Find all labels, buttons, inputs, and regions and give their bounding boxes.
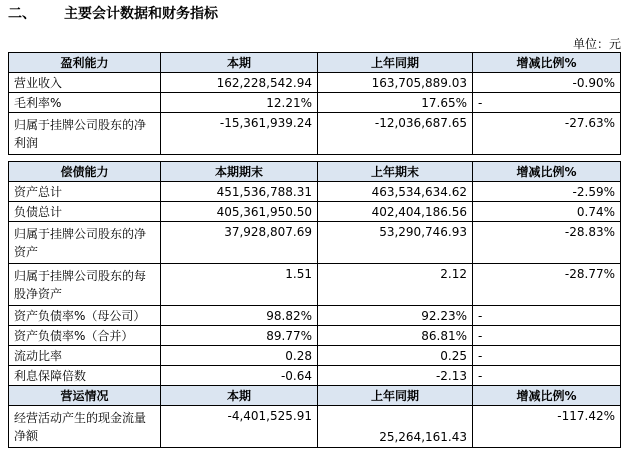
previous-value: 0.25 — [318, 346, 473, 366]
row-label: 归属于挂牌公司股东的净资产 — [9, 222, 161, 264]
header-cell: 增减比例% — [473, 53, 621, 73]
change-value: - — [473, 366, 621, 386]
current-value: 37,928,807.69 — [161, 222, 318, 264]
section-number: 二、 — [8, 6, 36, 22]
current-value: 451,536,788.31 — [161, 182, 318, 202]
change-value: 0.74% — [473, 202, 621, 222]
table-row — [9, 202, 621, 222]
previous-value: 402,404,186.56 — [318, 202, 473, 222]
table-row — [9, 264, 621, 306]
row-label: 流动比率 — [9, 346, 161, 366]
current-value: 98.82% — [161, 306, 318, 326]
table-row — [9, 182, 621, 202]
table-row — [9, 366, 621, 386]
previous-value: -12,036,687.65 — [318, 113, 473, 155]
current-value: 0.28 — [161, 346, 318, 366]
table-row — [9, 222, 621, 264]
header-cell: 本期 — [161, 386, 318, 406]
header-cell: 本期期末 — [161, 162, 318, 182]
current-value: 12.21% — [161, 93, 318, 113]
change-value: -0.90% — [473, 73, 621, 93]
row-label: 归属于挂牌公司股东的每股净资产 — [9, 264, 161, 306]
header-cell: 偿债能力 — [9, 162, 161, 182]
section-title: 主要会计数据和财务指标 — [64, 6, 218, 22]
change-value: -27.63% — [473, 113, 621, 155]
previous-value: 2.12 — [318, 264, 473, 306]
change-value: - — [473, 93, 621, 113]
previous-value: 25,264,161.43 — [318, 406, 473, 448]
current-value: 89.77% — [161, 326, 318, 346]
row-label: 营业收入 — [9, 73, 161, 93]
table-row — [9, 93, 621, 113]
previous-value: 163,705,889.03 — [318, 73, 473, 93]
header-cell: 增减比例% — [473, 162, 621, 182]
change-value: - — [473, 326, 621, 346]
row-label: 资产负债率%（母公司） — [9, 306, 161, 326]
current-value: 162,228,542.94 — [161, 73, 318, 93]
change-value: - — [473, 306, 621, 326]
table-row — [9, 406, 621, 448]
row-label: 毛利率% — [9, 93, 161, 113]
previous-value: 17.65% — [318, 93, 473, 113]
header-cell: 本期 — [161, 53, 318, 73]
previous-value: -2.13 — [318, 366, 473, 386]
table-separator — [9, 155, 621, 162]
profit-header-row — [9, 53, 621, 73]
table-row — [9, 113, 621, 155]
header-cell: 增减比例% — [473, 386, 621, 406]
row-label: 归属于挂牌公司股东的净利润 — [9, 113, 161, 155]
previous-value: 463,534,634.62 — [318, 182, 473, 202]
previous-value: 92.23% — [318, 306, 473, 326]
current-value: -15,361,939.24 — [161, 113, 318, 155]
unit-label: 单位：元 — [572, 37, 621, 51]
table-row — [9, 346, 621, 366]
change-value: -28.77% — [473, 264, 621, 306]
table-row — [9, 73, 621, 93]
row-label: 负债总计 — [9, 202, 161, 222]
current-value: -0.64 — [161, 366, 318, 386]
current-value: 405,361,950.50 — [161, 202, 318, 222]
operations-header-row — [9, 386, 621, 406]
header-cell: 盈利能力 — [9, 53, 161, 73]
financial-indicators-table — [8, 52, 621, 448]
change-value: - — [473, 346, 621, 366]
solvency-header-row — [9, 162, 621, 182]
table-row — [9, 326, 621, 346]
row-label: 资产负债率%（合并） — [9, 326, 161, 346]
header-cell: 上年期末 — [318, 162, 473, 182]
row-label: 经营活动产生的现金流量净额 — [9, 406, 161, 448]
previous-value: 53,290,746.93 — [318, 222, 473, 264]
change-value: -117.42% — [473, 406, 621, 448]
current-value: -4,401,525.91 — [161, 406, 318, 448]
change-value: -2.59% — [473, 182, 621, 202]
change-value: -28.83% — [473, 222, 621, 264]
current-value: 1.51 — [161, 264, 318, 306]
header-cell: 上年同期 — [318, 53, 473, 73]
row-label: 资产总计 — [9, 182, 161, 202]
table-row — [9, 306, 621, 326]
section-heading — [8, 4, 218, 24]
previous-value: 86.81% — [318, 326, 473, 346]
header-cell: 营运情况 — [9, 386, 161, 406]
row-label: 利息保障倍数 — [9, 366, 161, 386]
header-cell: 上年同期 — [318, 386, 473, 406]
